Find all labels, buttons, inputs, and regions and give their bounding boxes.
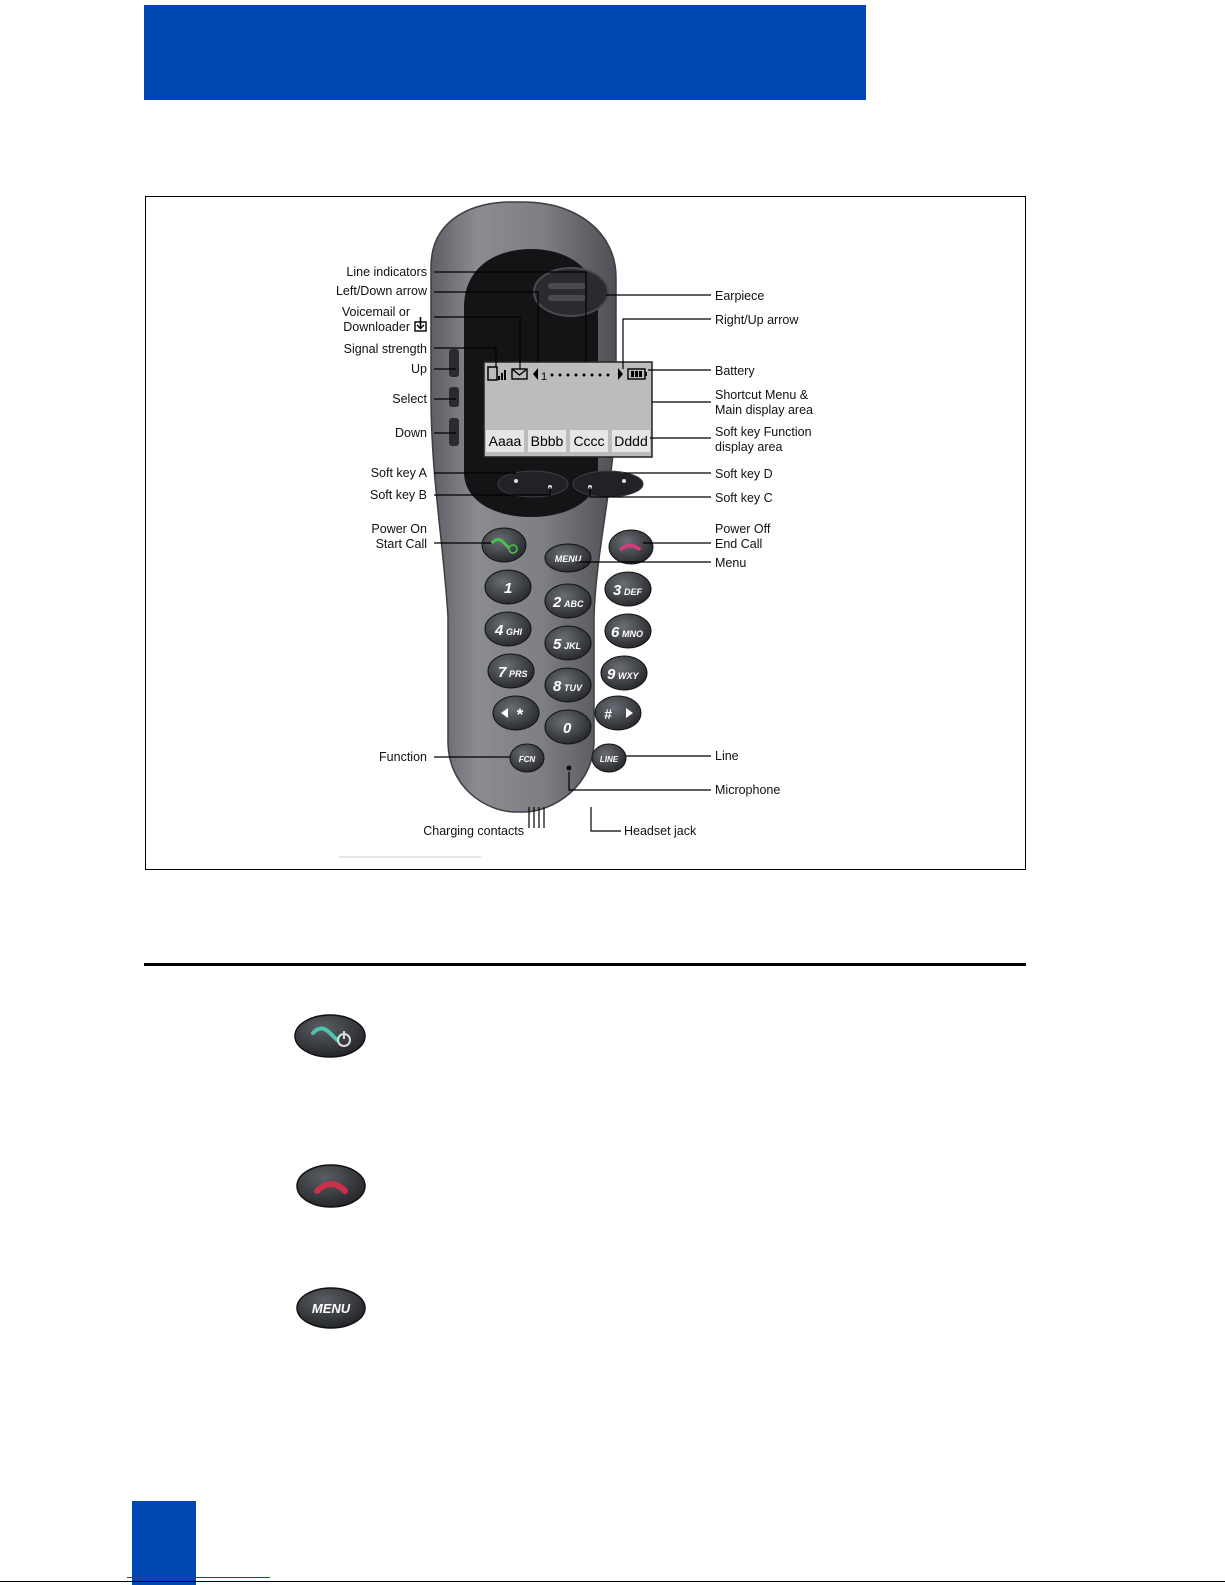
key-7-letters: PRS bbox=[509, 669, 528, 679]
microphone-hole bbox=[567, 766, 572, 771]
key-6-letters: MNO bbox=[622, 629, 643, 639]
label-softkey-fn-1: Soft key Function bbox=[715, 425, 812, 439]
line-key-label: LINE bbox=[599, 755, 619, 764]
key-5-label: 5 bbox=[553, 636, 562, 653]
softkey-label-c: Cccc bbox=[573, 433, 605, 449]
label-battery: Battery bbox=[715, 364, 755, 378]
phone-diagram bbox=[146, 197, 1027, 871]
label-line: Line bbox=[715, 749, 739, 763]
footer-link-underline bbox=[127, 1577, 270, 1578]
menu-key-icon-label: MENU bbox=[311, 1301, 351, 1316]
softkey-label-a: Aaaa bbox=[488, 433, 522, 449]
key-3-label: 3 bbox=[613, 582, 622, 599]
label-end-call: End Call bbox=[715, 537, 763, 551]
phone-diagram-figure bbox=[145, 196, 1026, 870]
label-power-on: Power On bbox=[371, 522, 427, 536]
label-up: Up bbox=[411, 362, 427, 376]
label-line-indicators: Line indicators bbox=[346, 265, 427, 279]
label-select: Select bbox=[392, 392, 427, 406]
key-8-label: 8 bbox=[553, 678, 562, 695]
label-menu: Menu bbox=[715, 556, 747, 570]
label-shortcut-1: Shortcut Menu & bbox=[715, 388, 809, 402]
key-9-letters: WXY bbox=[618, 671, 639, 681]
key-5-letters: JKL bbox=[564, 641, 582, 651]
label-down: Down bbox=[395, 426, 427, 440]
key-2-label: 2 bbox=[553, 594, 562, 611]
label-shortcut-2: Main display area bbox=[715, 403, 813, 417]
power-off-end-call-key-icon bbox=[295, 1163, 367, 1209]
page-number-tab bbox=[132, 1501, 196, 1585]
soft-key-ab[interactable] bbox=[498, 471, 568, 497]
label-microphone: Microphone bbox=[715, 783, 781, 797]
label-function: Function bbox=[379, 750, 427, 764]
downloader-icon bbox=[415, 317, 426, 331]
footer-rule bbox=[0, 1581, 1225, 1582]
key-2-letters: ABC bbox=[564, 599, 584, 609]
dial-keypad bbox=[485, 570, 651, 744]
label-soft-key-a: Soft key A bbox=[370, 466, 427, 480]
side-down-button[interactable] bbox=[449, 418, 459, 446]
label-softkey-fn-2: display area bbox=[715, 440, 783, 454]
key-hash[interactable] bbox=[595, 696, 641, 730]
key-1-label: 1 bbox=[504, 580, 513, 597]
key-star-label: * bbox=[516, 705, 523, 724]
label-charging-contacts: Charging contacts bbox=[423, 824, 524, 838]
key-4-label: 4 bbox=[495, 622, 504, 639]
menu-key-icon bbox=[295, 1285, 367, 1331]
chapter-header-bar bbox=[144, 5, 866, 100]
label-power-off: Power Off bbox=[715, 522, 771, 536]
side-select-button[interactable] bbox=[449, 387, 459, 407]
label-soft-key-b: Soft key B bbox=[370, 488, 427, 502]
label-signal-strength: Signal strength bbox=[343, 342, 427, 356]
key-8-letters: TUV bbox=[564, 683, 582, 693]
earpiece bbox=[534, 268, 608, 316]
key-7-label: 7 bbox=[498, 664, 507, 681]
function-key-label: FCN bbox=[518, 755, 536, 764]
softkey-label-d: Dddd bbox=[614, 433, 648, 449]
label-soft-key-d: Soft key D bbox=[715, 467, 773, 481]
key-9-label: 9 bbox=[607, 666, 616, 683]
key-4-letters: GHI bbox=[506, 627, 523, 637]
key-6-label: 6 bbox=[611, 624, 620, 641]
label-headset-jack: Headset jack bbox=[624, 824, 697, 838]
label-soft-key-c: Soft key C bbox=[715, 491, 773, 505]
key-3-letters: DEF bbox=[624, 587, 642, 597]
label-voicemail-2: Downloader bbox=[343, 320, 410, 334]
key-hash-label: # bbox=[604, 706, 612, 722]
power-on-start-call-key-icon bbox=[293, 1013, 367, 1059]
label-right-up-arrow: Right/Up arrow bbox=[715, 313, 799, 327]
soft-key-cd[interactable] bbox=[573, 471, 643, 497]
key-0-label: 0 bbox=[563, 720, 572, 737]
label-voicemail-1: Voicemail or bbox=[341, 305, 410, 319]
line-number-indicator: 1 bbox=[541, 371, 548, 383]
label-left-down-arrow: Left/Down arrow bbox=[335, 284, 427, 298]
softkey-label-b: Bbbb bbox=[530, 433, 564, 449]
label-earpiece: Earpiece bbox=[715, 289, 765, 303]
side-up-button[interactable] bbox=[449, 349, 459, 377]
label-start-call: Start Call bbox=[375, 537, 427, 551]
section-divider bbox=[144, 963, 1026, 966]
menu-key-label: MENU bbox=[554, 554, 582, 564]
